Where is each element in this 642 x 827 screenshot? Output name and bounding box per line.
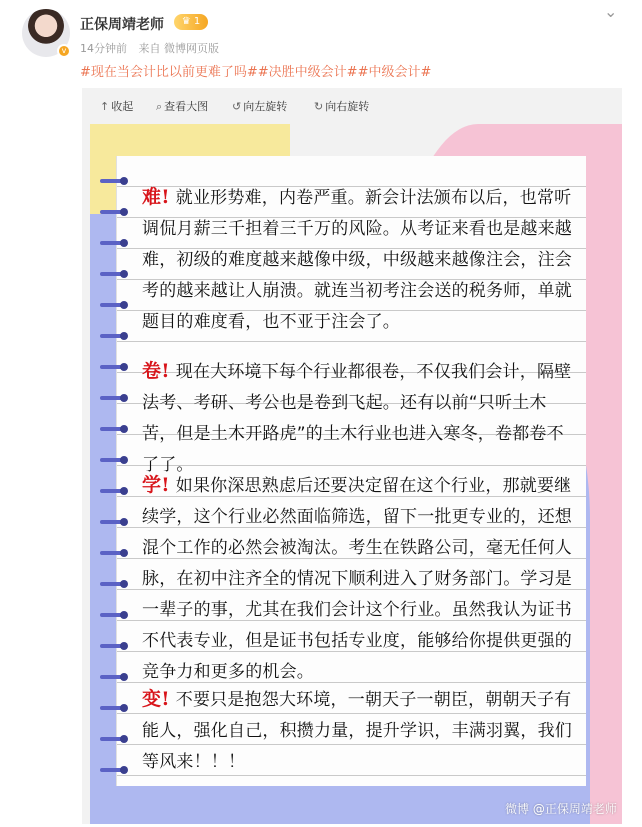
username[interactable]: 正保周靖老师 bbox=[80, 17, 164, 33]
spiral-ring bbox=[100, 238, 130, 248]
post-source: 来自 微博网页版 bbox=[138, 42, 219, 55]
paragraph-hard bbox=[142, 182, 572, 338]
rotate-left-label: 向左旋转 bbox=[243, 100, 288, 113]
post-meta bbox=[80, 40, 227, 56]
image-toolbar bbox=[82, 88, 622, 124]
zoom-icon: ⌕ bbox=[156, 100, 163, 113]
paragraph-competitive bbox=[142, 356, 572, 481]
spiral-ring bbox=[100, 548, 130, 558]
view-large-label: 查看大图 bbox=[164, 100, 209, 113]
paragraph-text: 如果你深思熟虑后还要决定留在这个行业，那就要继续学，这个行业必然面临筛选，留下一批更专业的，还想混个工作的必然会被淘汰。考生在铁路公司，毫无任何人脉，在初中注齐全的情况下顺利进入了财务部门。学习是一辈子的事，尤其在我们会计这个行业。虽然我认为证书不代表专业，但是证书包括专业度，能够给你提供更强的竞争力和更多的机会。 bbox=[142, 476, 572, 682]
spiral-ring bbox=[100, 300, 130, 310]
spiral-ring bbox=[100, 641, 130, 651]
spiral-ring bbox=[100, 455, 130, 465]
collapse-label: 收起 bbox=[111, 100, 134, 113]
paragraph-text: 就业形势难，内卷严重。新会计法颁布以后，也常听调侃月薪三千担着三千万的风险。从考证来看也是越来越难，初级的难度越来越像中级，中级越来越像注会，注会考的越来越让人崩溃。就连当初考注会送的税务师，单就题目的难度看，也不亚于注会了。 bbox=[142, 188, 572, 332]
spiral-ring bbox=[100, 362, 130, 372]
paragraph-lead: 难! bbox=[142, 186, 170, 208]
paragraph-lead: 学! bbox=[142, 474, 170, 496]
rotate-right-label: 向右旋转 bbox=[325, 100, 370, 113]
spiral-ring bbox=[100, 176, 130, 186]
post-header bbox=[0, 0, 642, 64]
view-large-button[interactable] bbox=[156, 98, 208, 114]
collapse-button[interactable] bbox=[100, 98, 133, 114]
spiral-ring bbox=[100, 486, 130, 496]
verified-icon: v bbox=[57, 44, 71, 58]
spiral-ring bbox=[100, 207, 130, 217]
post-time[interactable]: 14分钟前 bbox=[80, 42, 127, 55]
spiral-ring bbox=[100, 672, 130, 682]
spiral-ring bbox=[100, 610, 130, 620]
post-image[interactable] bbox=[82, 124, 622, 824]
rotate-right-button[interactable] bbox=[314, 98, 369, 114]
vip-badge[interactable]: ♛ 1 bbox=[174, 14, 208, 30]
spiral-ring bbox=[100, 703, 130, 713]
rotate-right-icon: ↻ bbox=[314, 100, 324, 113]
spiral-ring bbox=[100, 765, 130, 775]
paragraph-text: 现在大环境下每个行业都很卷，不仅我们会计，隔壁法考、考研、考公也是卷到飞起。还有以前“只听土木苦，但是土木开路虎”的土木行业也进入寒冬，卷都卷不了了。 bbox=[142, 362, 572, 475]
collapse-icon: ↑ bbox=[100, 100, 110, 113]
spiral-ring bbox=[100, 424, 130, 434]
rotate-left-button[interactable] bbox=[232, 98, 287, 114]
watermark: 微博 @正保周靖老师 bbox=[505, 802, 617, 816]
paragraph-change bbox=[142, 684, 572, 778]
paragraph-text: 不要只是抱怨大环境，一朝天子一朝臣，朝朝天子有能人，强化自己，积攒力量，提升学识，丰满羽翼，我们等风来！！！ bbox=[142, 690, 572, 772]
spiral-ring bbox=[100, 517, 130, 527]
spiral-ring bbox=[100, 269, 130, 279]
paragraph-learn bbox=[142, 470, 572, 688]
rotate-left-icon: ↺ bbox=[232, 100, 242, 113]
spiral-ring bbox=[100, 393, 130, 403]
more-icon[interactable]: ⌄ bbox=[604, 2, 618, 21]
spiral-ring bbox=[100, 331, 130, 341]
spiral-ring bbox=[100, 579, 130, 589]
paragraph-lead: 卷! bbox=[142, 360, 170, 382]
spiral-ring bbox=[100, 734, 130, 744]
hashtags[interactable]: #现在当会计比以前更难了吗##决胜中级会计##中级会计# bbox=[80, 65, 432, 80]
vip-level: 1 bbox=[193, 16, 201, 27]
paragraph-lead: 变! bbox=[142, 688, 170, 710]
